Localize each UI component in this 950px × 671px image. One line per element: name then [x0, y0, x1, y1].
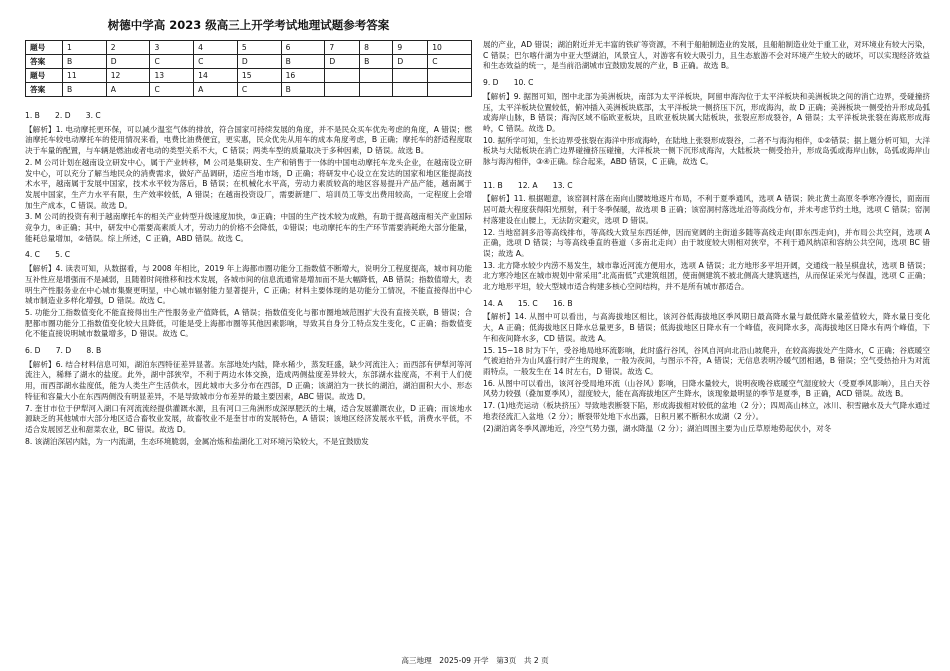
answer-cell: 4: [194, 41, 238, 55]
answer-cell: [360, 69, 393, 83]
answer-cell: [393, 69, 428, 83]
explanation-paragraph: 【解析】14. 从图中可以看出，与高海拔地区相比，该河谷低海拔地区季风期日最高降水量与最低降水量差值较大，降水量日变化大，A 正确；低海拔地区日降水总量更多，B 错误；低海拔地区日降水有一个峰值，夜间降水多，高海拔地区日降水有两个峰值，下午和夜间降水多，CD 错误。故选 A。: [483, 312, 930, 343]
answer-row-label: 题号: [26, 69, 63, 83]
page-title: 树德中学高 2023 级高三上开学考试地理试题参考答案: [107, 18, 390, 32]
answer-cell: [360, 83, 393, 97]
answer-cell: B: [281, 55, 325, 69]
answer-row: [26, 69, 472, 83]
explanation-paragraph: 【解析】4. 读表可知，从数据看，与 2008 年相比，2019 年上海都市圈功能分工指数值不断增大，说明分工程度提高，城市间功能互补性应是增强而不是减弱，且随着时间推移和技术发展，各城市间的信息流通常是增加而不是大幅降低，AB 错误；指数值增大，表明生产性服务业在中心城市集聚更明显，中心城市辐射能力显著提升，C 正确；材料主要体现的是功能分工情况，不能直接得出中心城市制造业多样化增强，D 错误。故选 C。: [25, 264, 472, 306]
explanation-paragraph: 12. 当地窑洞多沿等高线排布，等高线大致呈东西延伸，因而宽阔的主街道多随等高线走向(即东西走向)，并布局公共空间，选项 A 正确，选项 D 错误；与等高线垂直的巷道（多南北走向）由于坡度较大则相对狭窄，不利于通风纳凉和容纳公共空间，选项 BC 错误；故选 A。: [483, 227, 930, 258]
answer-cell: 16: [281, 69, 325, 83]
answer-cell: C: [150, 83, 194, 97]
answer-cell: C: [150, 55, 194, 69]
explanation-paragraph: 【解析】6. 结合材料信息可知，湖泊东西特征差异显著。东部地处内陆，降水稀少，蒸发旺盛，缺少河流注入；而西部有伊犁河等河流注入，稀释了湖水的盐度。此外，湖中部狭窄，不利于两边水体交换，造成两侧盐度差异较大，东部湖水盐度高，不利于人们使用，而西部湖水盐度低，能为人类生产生活供水，因此城市大多分布在西部，D 正确；该湖泊为一狭长的湖泊，湖泊面积大小、形态特征和容量大小在东西两侧没有明显差异，不是导致城市分布差异的最主要因素，ABC 错误。故选 D。: [25, 359, 472, 401]
explanation-paragraph: 13. 北方降水较少内涝不易发生，城市靠近河流方便用水，选项 A 错误；北方地形多平坦开阔，交通线一般呈棋盘状，选项 B 错误；北方寒冷地区在城市规划中常采用“北高南低”式建筑组团，使南侧建筑不被北侧高大建筑遮挡，从而保证采光与保温，选项 C 正确；北方地形平坦，较大型城市适合构建多核心空间结构，并不是所有城市都适合。: [483, 260, 930, 292]
answer-cell: 12: [106, 69, 150, 83]
answer-cell: C: [428, 55, 472, 69]
answer-cell: 3: [150, 41, 194, 55]
answer-line: 1. B 2. D 3. C: [25, 111, 101, 120]
answer-cell: A: [106, 83, 150, 97]
answer-cell: 13: [150, 69, 194, 83]
answer-cell: C: [237, 83, 281, 97]
answer-cell: B: [63, 55, 107, 69]
answer-row-label: 答案: [26, 55, 63, 69]
explanation-paragraph: 展的产业，AD 错误；湖泊附近并无丰富的铁矿等资源，不利于船舶制造业的发展，且船舶制造业处于重工业，对环境业有较大污染，C 错误；巴尔喀什湖为中亚大型湖泊，风景宜人，对游客有较大吸引力，且生态旅游不会对环境产生较大的破坏，可以实现经济效益和生态效益的统一，是当前沿湖城市宜鼓励发展的产业，B 正确。故选 B。: [483, 40, 930, 71]
explanation-paragraph: 8. 该湖泊深居内陆，为一内流湖，生态环境脆弱，金属冶炼和盐湖化工对环境污染较大，不是宜鼓励发: [25, 436, 369, 446]
answer-cell: [428, 69, 472, 83]
explanation-paragraph: 【解析】1. 电动摩托更环保，可以减少温室气体的排放，符合国家可持续发展的角度，并不是民众买车优先考虑的角度，A 错误；燃油摩托车较电动摩托车的使用情况来看，电费比油费便宜，更实惠，民众优先从用车的成本角度考虑，B 正确；摩托车的舒适程度取决于车量的配置，与车辆是燃油或者电动的类型关系不大，C 错误；两类车型的质量取决于多种因素，D 错误。故选 B。: [25, 124, 472, 156]
explanation-paragraph: 5. 功能分工指数值变化不能直接得出生产性服务业产值降低，A 错误；指数值变化与都市圈地域范围扩大没有直接关联，B 错误；合肥都市圈功能分工指数值变化较大且降低，可能是受上海都市圈等其他因素影响，导致其自身分工特点发生变化，C 正确；指数值变化不能直接说明城市数量增多，D 错误。故选 C。: [25, 307, 472, 339]
answer-cell: C: [194, 55, 238, 69]
explanation-paragraph: 16. 从图中可以看出，该河谷受局地环流（山谷风）影响，日降水量较大，说明夜晚谷底暖空气湿度较大（受夏季风影响），且白天谷风势力较强（叠加夏季风），湿度较大，能在高海拔地区产生降水，该现象最明显的季节是夏季，B 正确，ACD 错误。故选 B。: [483, 378, 930, 399]
answer-line: 6. D 7. D 8. B: [25, 346, 102, 356]
answer-cell: B: [281, 83, 325, 97]
answer-cell: B: [360, 55, 393, 69]
answer-cell: D: [325, 55, 360, 69]
answer-cell: 2: [106, 41, 150, 55]
answer-cell: 6: [281, 41, 325, 55]
answer-cell: [325, 83, 360, 97]
left-body: [25, 111, 472, 447]
page-footer: 高三地理 2025-09 开学 第3页 共 2 页: [401, 656, 549, 666]
answer-cell: D: [237, 55, 281, 69]
explanation-paragraph: 3. M 公司的投资有利于越南摩托车的相关产业转型升级速度加快，③正确；中国的生产技术较为成熟，有助于提高越南相关产业国际竞争力，④正确；其中，研发中心需要高素质人才，劳动力的价格不会降低，①错误；电动摩托车的生产环节需要消耗绝大部分能量，能耗总量增加，②错误。综上所述，C 正确，ABD 错误。故选 C。: [25, 212, 472, 243]
answer-cell: 7: [325, 41, 360, 55]
explanation-paragraph: 【解析】9. 据图可知，图中北部为美洲板块，南部为太平洋板块，阿留申海沟位于太平洋板块和美洲板块之间的消亡边界，受碰撞挤压，太平洋板块位置较低，俯冲插入美洲板块底部，太平洋板块一侧挤压下沉，形成海沟，故 D 正确；美洲板块一侧受抬升形成岛弧或海岸山脉，B 错误；海沟区域不临欧亚板块，且欧亚板块属大陆板块，张裂应形成裂谷，A 错误；太平洋板块张裂在海底形成海岭，C 错误。故选 D。: [483, 91, 930, 133]
answer-cell: D: [106, 55, 150, 69]
answer-line: 4. C 5. C: [25, 250, 71, 260]
right-column: [483, 40, 930, 435]
answer-cell: 15: [237, 69, 281, 83]
answer-row-label: 题号: [26, 41, 63, 55]
explanation-paragraph: 2. M 公司计划在越南设立研发中心，属于产业转移，M 公司是集研发、生产和销售于一体的中国电动摩托车龙头企业，在越南设立研发中心，可以充分了解当地民众的消费需求，做好产品调研，适应当地市场，D 正确；将研发中心设立在发达的国家和地区能提高技术水平，越南属于发展中国家，技术水平较为落后，B 错误；在机械化水平高，劳动力素质较高的地区容易提升产品产能，越南属于发展中国家，生产力水平有限，生产效率较低，A 错误；在越南投资设厂，需要新建厂、培训员工等支出费用较高，一定程度上会增加生产成本，C 错误。故选 D。: [25, 157, 472, 210]
answer-cell: A: [194, 83, 238, 97]
answer-cell: 9: [393, 41, 428, 55]
answer-cell: 11: [63, 69, 107, 83]
answer-cell: 10: [428, 41, 472, 55]
explanation-paragraph: 10. 据所学可知，生长边界受张裂在海洋中形成海岭，在陆地上张裂形成裂谷，二者不与海沟相伴，①②错误；据上题分析可知，大洋板块与大陆板块在消亡边界碰撞挤压碰撞，大洋板块一侧下沉形成海沟，大陆板块一侧受抬升，形成岛弧或海岸山脉，岛弧或海岸山脉与海沟相伴，③④正确。综合起来，ABD 错误，C 正确，故选 C。: [483, 135, 930, 167]
answer-line: 11. B 12. A 13. C: [483, 180, 573, 190]
answer-row: [26, 55, 472, 69]
answer-row-label: 答案: [26, 83, 63, 97]
answer-table: [25, 40, 472, 97]
left-column: [25, 10, 472, 448]
answer-cell: [428, 83, 472, 97]
answer-line: 14. A 15. C 16. B: [483, 298, 573, 308]
explanation-paragraph: 17. (1)地壳运动（板块挤压）导致地表断裂下陷，形成海拔相对较低的盆地（2 分）；四周高山林立，冰川、积雪融水及大气降水通过地表径流汇入盆地（2 分）；断裂带处地下水出露，日积月累不断积水成湖（2 分）。: [483, 401, 930, 421]
answer-row: [26, 41, 472, 55]
answer-cell: [393, 83, 428, 97]
answer-line: 9. D 10. C: [483, 78, 534, 88]
explanation-paragraph: 15. 15−18 时为下午，受谷地局地环流影响，此时盛行谷风，谷风自河向北沿山坡爬升，在较高海拔处产生降水，C 正确；谷底暖空气被迫抬升为山风盛行时产生的现象，一般为夜间，与图示不符，A 错误；无信息表明冷暖气团相遇，B 错误；空气受热抬升为对流雨特点，一般发生在 14 时左右，D 错误。故选 C。: [483, 345, 930, 376]
answer-cell: D: [393, 55, 428, 69]
explanation-paragraph: 7. 奎甘市位于伊犁河入湖口有河流流经提供灌溉水源，且有河口三角洲形成深厚肥沃的土壤，适合发展灌溉农业，D 正确；而该地水源缺乏的其他城市大部分地区适合畜牧业发展，故畜牧业不是奎甘市的发展特色，A 错误；该地区经济发展水平低，消费水平低，不适合发展园艺业和甜菜农业，BC 错误。故选 D。: [25, 403, 472, 434]
answer-cell: 14: [194, 69, 238, 83]
answer-cell: 1: [63, 41, 107, 55]
answer-cell: 5: [237, 41, 281, 55]
explanation-paragraph: (2)湖泊离冬季风源地近，冷空气势力强，湖水降温（2 分）；湖泊周围主要为山丘草原地势起伏小，对冬: [483, 423, 832, 433]
right-body: [483, 40, 930, 434]
answer-cell: [325, 69, 360, 83]
answer-row: [26, 83, 472, 97]
answer-cell: B: [63, 83, 107, 97]
explanation-paragraph: 【解析】11. 根据题意，该窑洞村落在南向山腰坡地逐片布局，不利于夏季通风，选项 A 错误；陕北黄土高原冬季寒冷漫长，面南而居可最大程度获得阳光照射，利于冬季保暖，故选项 B 正确；该窑洞村落选址沿等高线分布，并未考虑节约土地，选项 C 错误；窑洞村落建设在山腰上，无法防灾避灾，选项 D 错误。: [483, 194, 930, 225]
spacer: [483, 169, 930, 175]
answer-cell: 8: [360, 41, 393, 55]
